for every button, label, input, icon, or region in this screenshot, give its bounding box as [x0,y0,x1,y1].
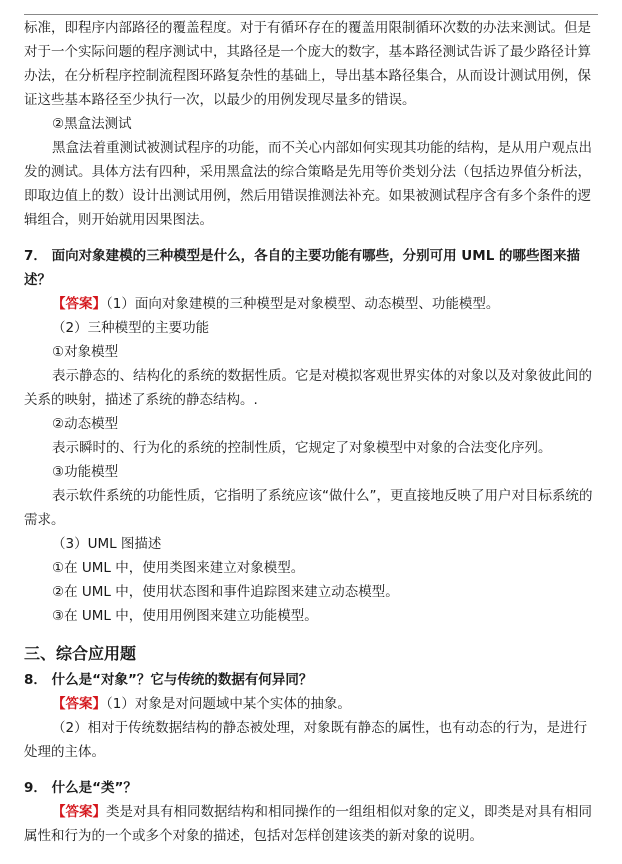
document-page [24,16,598,848]
functional-model-text: 表示软件系统的功能性质，它指明了系统应该“做什么”，更直接地反映了用户对目标系统的需求。 [24,488,593,528]
uml-item-1: ①在 UML 中，使用类图来建立对象模型。 [52,560,305,576]
section-3-title: 三、综合应用题 [24,644,137,663]
uml-item-3: ③在 UML 中，使用用例图来建立功能模型。 [52,608,318,624]
answer-label: 【答案】 [52,804,106,820]
functional-model-heading: ③功能模型 [52,464,119,480]
q7-answer-2: （2）三种模型的主要功能 [52,320,210,336]
q8-answer-2: （2）相对于传统数据结构的静态被处理，对象既有静态的属性，也有动态的行为，是进行处理的主体。 [24,720,588,760]
object-model-heading: ①对象模型 [52,344,119,360]
question-8-title: 8． 什么是“对象”？它与传统的数据有何异同？ [24,672,313,688]
question-7-title: 7． 面向对象建模的三种模型是什么，各自的主要功能有哪些，分别可用 UML 的哪些图来描述？ [24,248,580,288]
blackbox-heading: ②黑盒法测试 [52,116,132,132]
q7-answer-3: （3）UML 图描述 [52,536,162,552]
dynamic-model-heading: ②动态模型 [52,416,119,432]
q9-answer-1: 【答案】类是对具有相同数据结构和相同操作的一组组相似对象的定义，即类是对具有相同属性和行为的一个或多个对象的描述，包括对怎样创建该类的新对象的说明。 [24,804,592,844]
question-9-title: 9． 什么是“类”？ [24,780,137,796]
paragraph-blackbox: 黑盒法着重测试被测试程序的功能，而不关心内部如何实现其功能的结构，是从用户观点出发的测试。具体方法有四种，采用黑盒法的综合策略是先用等价类划分法（包括边界值分析法，即取边值上的数）设计出测试用例，然后用错误推测法补充。如果被测试程序含有多个条件的逻辑组合，则开始就用因果图法。 [24,140,592,228]
answer-label: 【答案】 [52,296,106,312]
header-rule [24,14,598,15]
paragraph-path-testing: 标准，即程序内部路径的覆盖程度。对于有循环存在的覆盖用限制循环次数的办法来测试。但是对于一个实际问题的程序测试中，其路径是一个庞大的数字，基本路径测试告诉了最少路径计算办法，在分析程序控制流程图环路复杂性的基础上，导出基本路径集合，从而设计测试用例，保证这些基本路径至少执行一次，以最少的用例发现尽量多的错误。 [24,20,591,108]
object-model-text: 表示静态的、结构化的系统的数据性质。它是对模拟客观世界实体的对象以及对象彼此间的关系的映射，描述了系统的静态结构。. [24,368,592,408]
uml-item-2: ②在 UML 中，使用状态图和事件追踪图来建立动态模型。 [52,584,399,600]
dynamic-model-text: 表示瞬时的、行为化的系统的控制性质，它规定了对象模型中对象的合法变化序列。 [52,440,552,456]
q7-answer-1: 【答案】（1）面向对象建模的三种模型是对象模型、动态模型、功能模型。 [52,296,500,312]
answer-label: 【答案】 [52,696,106,712]
q8-answer-1: 【答案】（1）对象是对问题域中某个实体的抽象。 [52,696,351,712]
